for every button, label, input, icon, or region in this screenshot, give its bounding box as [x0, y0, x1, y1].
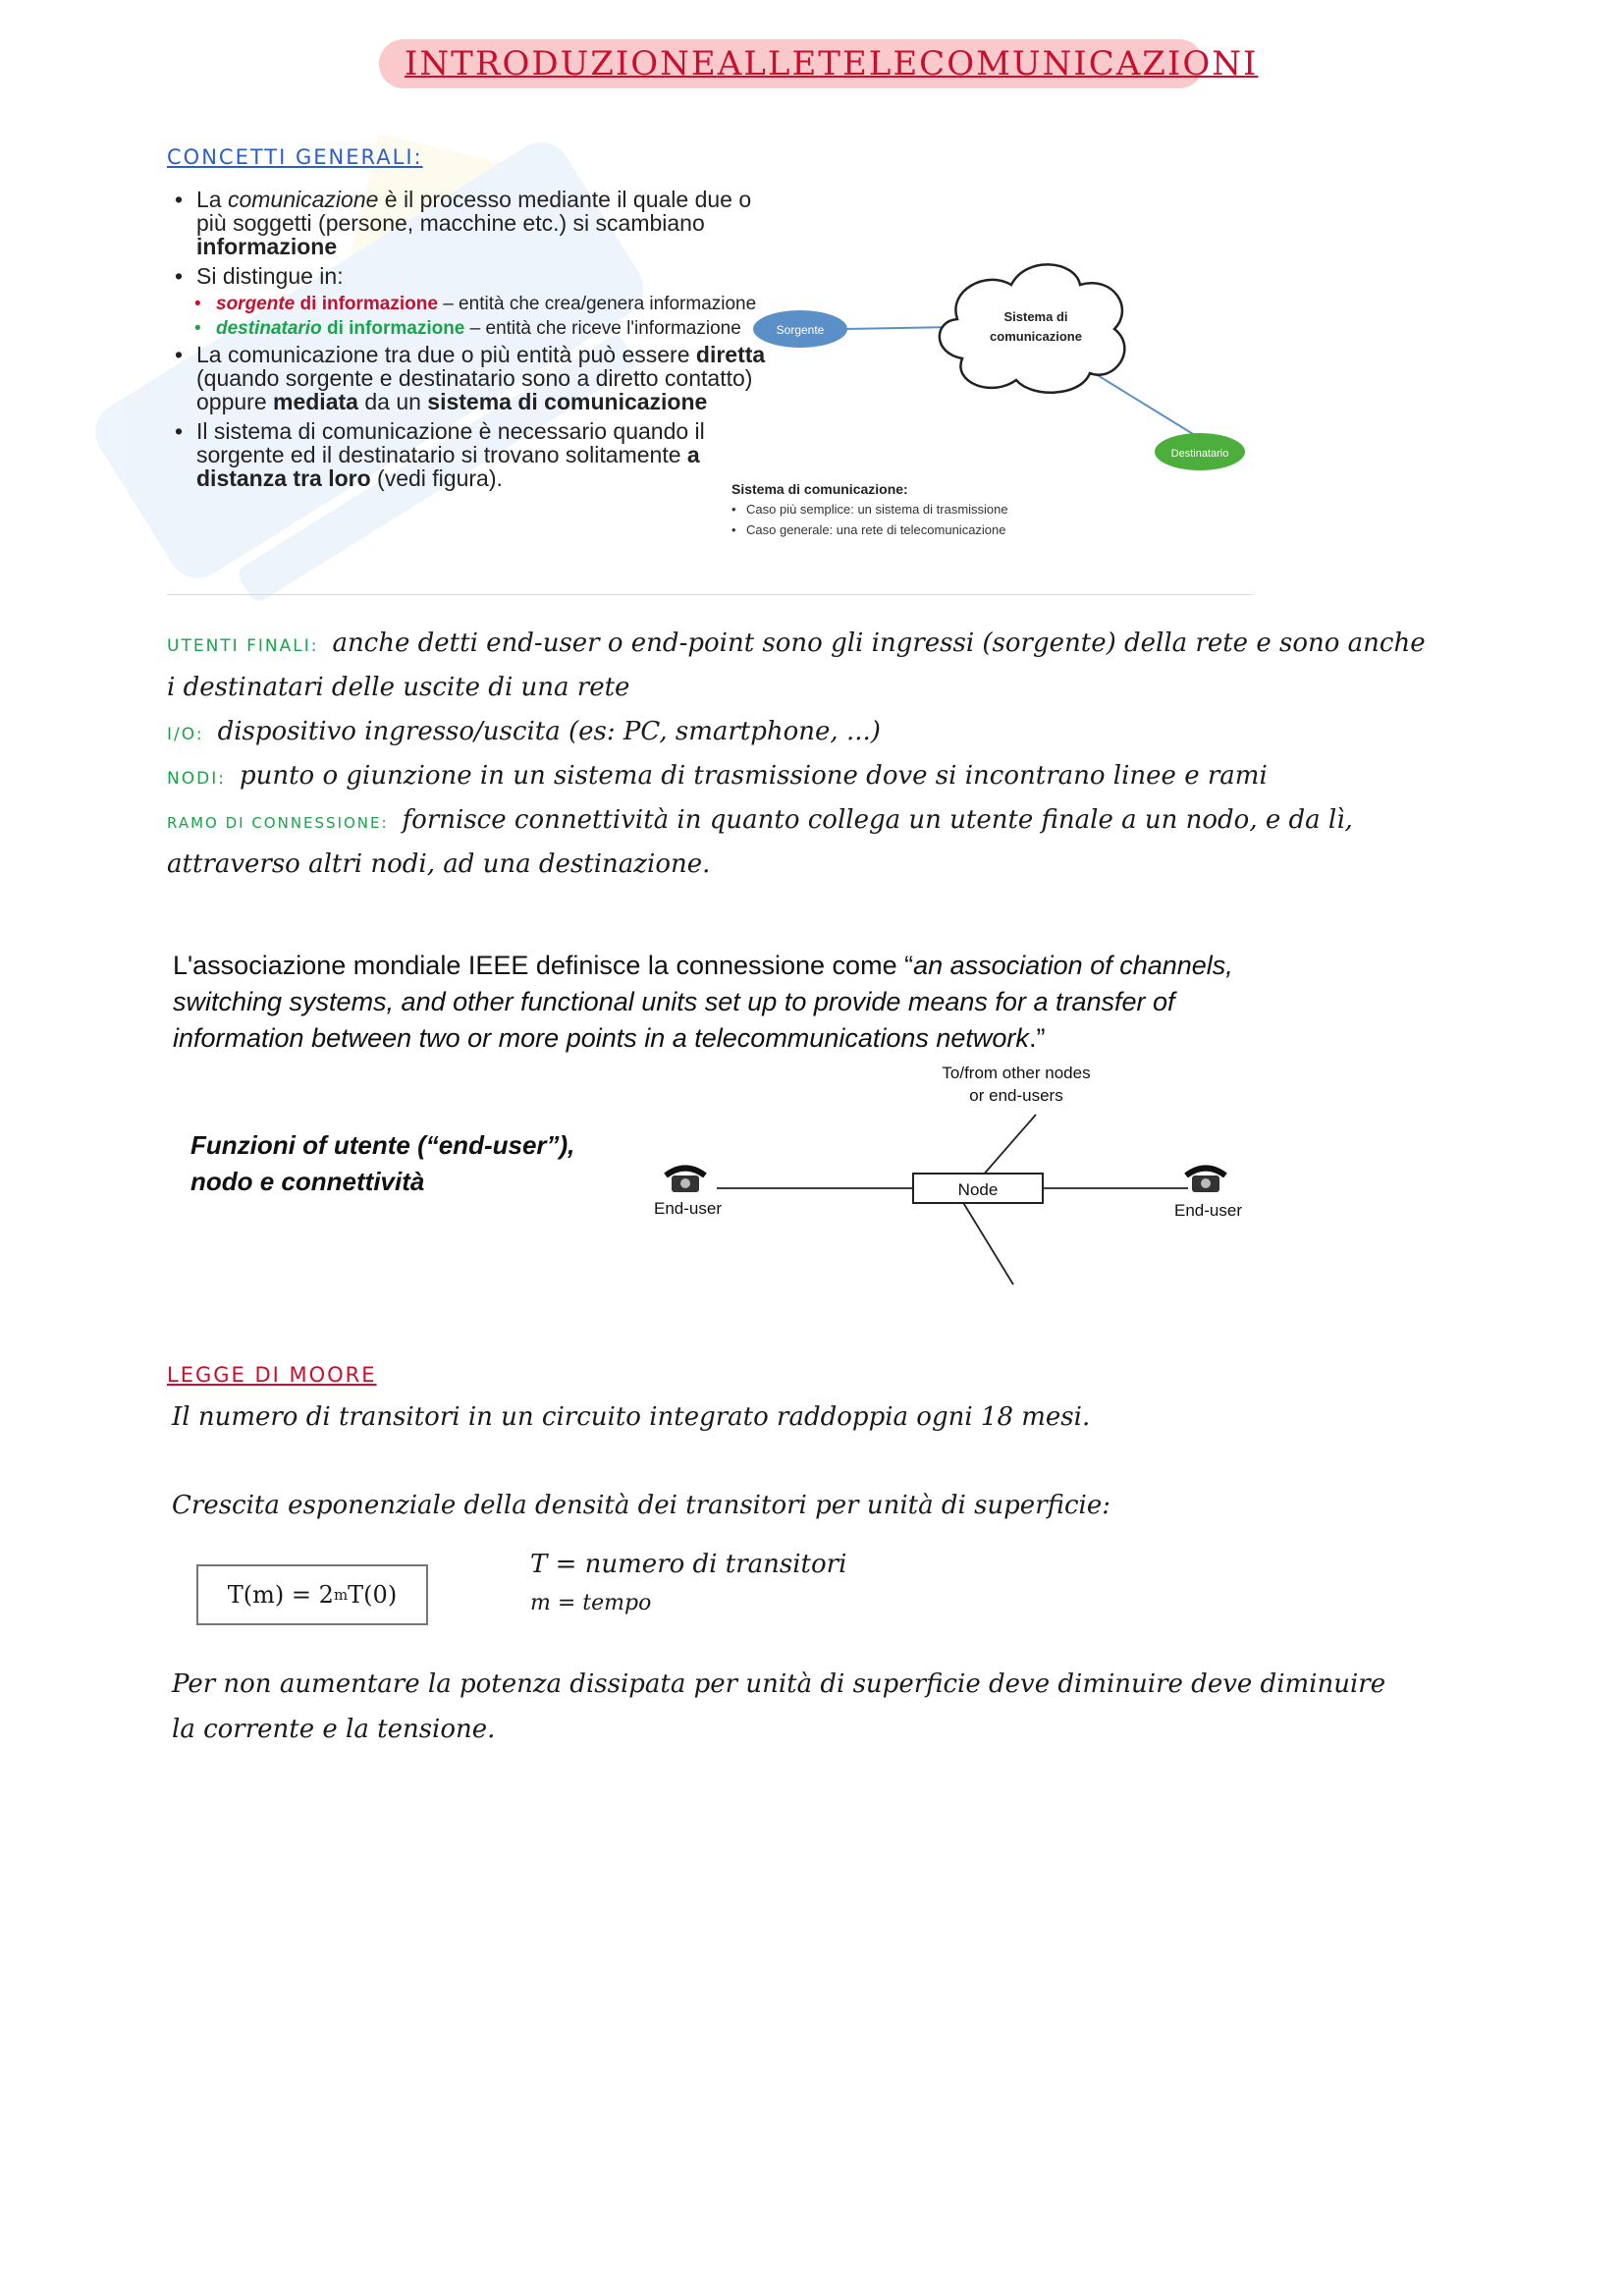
title-word: TELECOMUNICAZIONI	[818, 44, 1259, 83]
text-strong: sistema di comunicazione	[427, 389, 708, 414]
text-strong: di informazione	[321, 318, 465, 339]
left-end-user-label: End-user	[654, 1199, 722, 1218]
diagram-top-label-2: or end-users	[969, 1086, 1063, 1105]
text-strong: di informazione	[295, 294, 438, 314]
caption-line-1: Caso più semplice: un sistema di trasmissione	[746, 502, 1008, 517]
text-strong: a distanza tra loro	[196, 442, 700, 491]
def-ramo-line-2	[167, 849, 1600, 894]
def-utenti-line-2	[167, 673, 1600, 717]
text: L'associazione mondiale IEEE definisce la connessione come “	[173, 951, 914, 980]
left-telephone-icon	[666, 1169, 705, 1193]
node-label: Node	[957, 1180, 999, 1199]
io-text: dispositivo ingresso/uscita (es: PC, smartphone, ...)	[217, 717, 881, 746]
ieee-definition	[173, 948, 1253, 1057]
def-nodi-line	[167, 761, 1600, 805]
text: da un	[357, 389, 428, 414]
bullet-comunicazione	[175, 188, 784, 258]
utenti-label: UTENTI FINALI:	[167, 636, 319, 656]
caption-bullet: •	[731, 522, 736, 537]
link-line	[844, 327, 952, 329]
moore-heading: LEGGE DI MOORE	[167, 1363, 377, 1387]
definitions-section	[167, 629, 1600, 894]
text-strong: mediata	[273, 389, 358, 414]
moore-line-2: Crescita esponenziale della densità dei transitori per unità di superficie:	[172, 1491, 1110, 1520]
caption-bullet: •	[731, 502, 736, 517]
bullet-diretta-mediata	[175, 343, 784, 413]
utenti-text: anche detti end-user o end-point sono gli ingressi (sorgente) della rete e sono anche	[332, 629, 1426, 658]
nodi-label: NODI:	[167, 769, 226, 789]
funzioni-line-2: nodo e connettività	[190, 1167, 425, 1196]
moore-line-4: la corrente e la tensione.	[172, 1715, 496, 1744]
sistema-label-1: Sistema di	[1003, 309, 1068, 324]
ramo-label: RAMO DI CONNESSIONE:	[167, 814, 389, 832]
formula-part-a: T(m) = 2	[227, 1581, 334, 1609]
text-em: destinatario	[216, 318, 322, 339]
slide-snapshot	[167, 182, 1252, 595]
text-strong: diretta	[695, 342, 766, 367]
bullet-list	[175, 188, 784, 496]
title-word: INTRODUZIONE	[405, 44, 718, 83]
text-strong: informazione	[196, 234, 338, 259]
sorgente-label: Sorgente	[776, 323, 825, 337]
sistema-label-2: comunicazione	[990, 329, 1082, 344]
bullet-distingue: • Si distingue in:	[175, 264, 784, 288]
destinatario-label: Destinatario	[1170, 448, 1229, 460]
text-em: comunicazione	[227, 187, 379, 212]
moore-legend-t: T = numero di transitori	[530, 1550, 847, 1579]
right-telephone-icon	[1186, 1169, 1225, 1193]
node-diagram	[628, 1061, 1276, 1296]
text: – entità che riceve l'informazione	[464, 318, 741, 339]
diagram-link-bottom	[962, 1201, 1013, 1285]
funzioni-label	[190, 1127, 574, 1200]
formula-part-b: T(0)	[348, 1581, 398, 1609]
moore-legend-m: m = tempo	[530, 1591, 652, 1615]
text: La comunicazione tra due o più entità può essere	[196, 342, 696, 367]
text-em: sorgente	[216, 294, 296, 314]
utenti-text: i destinatari delle uscite di una rete	[167, 673, 630, 702]
text: – entità che crea/genera informazione	[437, 294, 757, 314]
right-end-user-label: End-user	[1174, 1201, 1242, 1220]
ramo-text: fornisce connettività in quanto collega un utente finale a un nodo, e da lì,	[402, 805, 1353, 835]
sub-bullet-destinatario	[175, 318, 784, 339]
funzioni-line-1: Funzioni of utente (“end-user”),	[190, 1130, 575, 1160]
text-em: an association of channels, switching systems, and other functional units set up to provide means for a transfer of information between two or more points in a telecommunications network	[173, 951, 1233, 1053]
moore-formula-box	[196, 1564, 428, 1625]
sub-bullet-sorgente	[175, 294, 784, 314]
text: è il processo mediante il quale due o più soggetti (persone, macchine etc.) si scambiano	[196, 187, 752, 236]
moore-line-3: Per non aumentare la potenza dissipata per unità di superficie deve diminuire deve diminuire	[172, 1669, 1386, 1699]
title-word: ALLE	[717, 44, 819, 83]
formula-exponent: m	[333, 1586, 349, 1604]
text: (quando sorgente e destinatario sono a diretto contatto) oppure	[196, 365, 753, 414]
caption-title: Sistema di comunicazione:	[731, 481, 908, 497]
moore-line-1: Il numero di transitori in un circuito integrato raddoppia ogni 18 mesi.	[172, 1402, 1091, 1432]
ramo-text: attraverso altri nodi, ad una destinazione.	[167, 849, 711, 879]
caption-line-2: Caso generale: una rete di telecomunicazione	[746, 522, 1006, 537]
def-ramo-line-1	[167, 805, 1600, 849]
diagram-link-top	[982, 1115, 1036, 1176]
text: La	[196, 187, 228, 212]
concetti-heading: CONCETTI GENERALI:	[167, 145, 423, 169]
def-io-line	[167, 717, 1600, 761]
io-label: I/O:	[167, 725, 204, 744]
comm-system-figure	[717, 250, 1252, 545]
text: (vedi figura).	[370, 465, 503, 491]
bullet-sistema	[175, 419, 784, 490]
text: Il sistema di comunicazione è necessario quando il sorgente ed il destinatario si trovano solitamente	[196, 418, 705, 467]
text: .”	[1028, 1023, 1046, 1053]
diagram-top-label-1: To/from other nodes	[942, 1064, 1091, 1082]
nodi-text: punto o giunzione in un sistema di trasmissione dove si incontrano linee e rami	[239, 761, 1268, 791]
def-utenti-line-1	[167, 629, 1600, 673]
page-title	[379, 39, 1259, 88]
